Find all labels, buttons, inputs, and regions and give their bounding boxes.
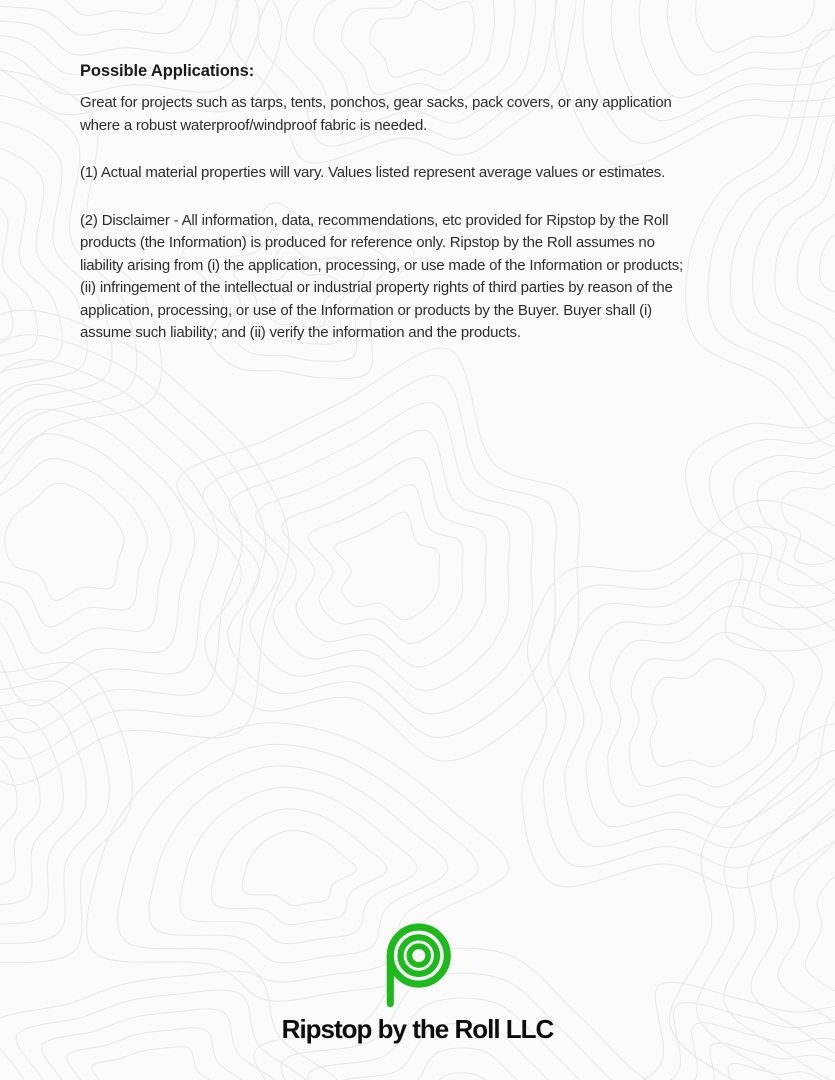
footnote-2-disclaimer-paragraph bbox=[80, 210, 757, 345]
text-line: products (the Information) is produced for reference only. Ripstop by the Roll assumes no bbox=[80, 234, 655, 251]
footnote-1-paragraph bbox=[80, 162, 757, 185]
text-line: (ii) infringement of the intellectual or industrial property rights of third parties by reason of the bbox=[80, 279, 673, 296]
text-line: assume such liability; and (ii) verify the information and the products. bbox=[80, 324, 521, 341]
rolled-fabric-p-logo-icon bbox=[376, 920, 458, 1009]
text-line: (1) Actual material properties will vary. Values listed represent average values or estimates. bbox=[80, 164, 666, 181]
text-line: where a robust waterproof/windproof fabric is needed. bbox=[80, 116, 428, 134]
intro-paragraph bbox=[80, 92, 757, 137]
document-body bbox=[80, 62, 757, 370]
brand-wordmark: Ripstop by the Roll LLC bbox=[281, 1014, 554, 1044]
text-line: application, processing, or use of the Information or products by the Buyer. Buyer shall (i) bbox=[80, 301, 652, 319]
text-line: (2) Disclaimer - All information, data, recommendations, etc provided for Ripstop by the Roll bbox=[80, 211, 669, 229]
text-line: liability arising from (i) the application, processing, or use made of the Information or products; bbox=[80, 256, 683, 274]
section-heading: Possible Applications: bbox=[80, 62, 255, 80]
text-line: Great for projects such as tarps, tents, ponchos, gear sacks, pack covers, or any application bbox=[80, 94, 672, 111]
